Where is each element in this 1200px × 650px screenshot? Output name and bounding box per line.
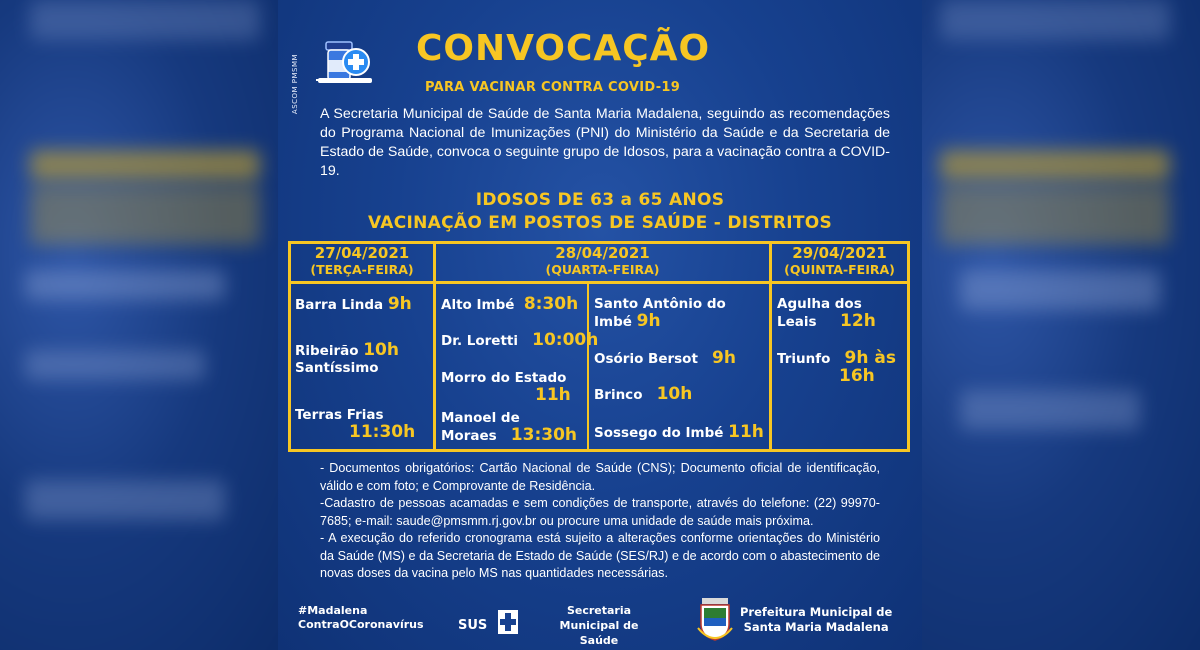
blurred-background-right <box>920 0 1200 650</box>
intro-paragraph: A Secretaria Municipal de Saúde de Santa Maria Madalena, seguindo as recomendações do Programa Nacional de Imunizações (PNI) do Ministério da Saúde e da Secretaria de Estado de Saúde, convoca o seguinte grupo de Idosos, para a vacinação contra a COVID-19. <box>320 106 890 179</box>
poster-card <box>278 0 922 650</box>
day-header-3: 29/04/2021 (QUINTA-FEIRA) <box>784 244 895 277</box>
list-item: Terras Frias 11:30h <box>295 407 416 442</box>
page-subtitle: PARA VACINAR CONTRA COVID-19 <box>425 80 681 95</box>
list-item: Brinco 10h <box>594 384 693 404</box>
notes-section <box>320 460 880 583</box>
day-header-1: 27/04/2021 (TERÇA-FEIRA) <box>310 244 414 277</box>
secretaria-label: Secretaria Municipal de Saúde <box>559 604 639 647</box>
target-group-heading: IDOSOS DE 63 a 65 ANOS <box>475 190 725 210</box>
list-item: Santo Antônio do Imbé 9h <box>594 296 726 331</box>
list-item: Dr. Loretti 10:00h <box>441 330 599 350</box>
prefeitura-label: Prefeitura Municipal de Santa Maria Madalena <box>740 605 893 634</box>
list-item: Barra Linda 9h <box>295 294 412 314</box>
note-registration: -Cadastro de pessoas acamadas e sem condições de transporte, através do telefone: (22) 99970-7685; e-mail: saude@pmsmm.rj.gov.br ou procure uma unidade de saúde mais próxima. <box>320 496 880 528</box>
blurred-background-left <box>0 0 280 650</box>
hashtag: #Madalena ContraOCoronavírus <box>298 604 424 631</box>
sus-logo-icon <box>458 608 520 636</box>
municipal-crest-icon <box>696 598 734 642</box>
list-item: Osório Bersot 9h <box>594 348 736 368</box>
credit-text: ASCOM PMSMM <box>291 53 299 115</box>
location-heading: VACINAÇÃO EM POSTOS DE SAÚDE - DISTRITOS <box>367 213 833 233</box>
list-item: Manoel de Moraes 13:30h <box>441 410 577 445</box>
list-item: Triunfo 9h às 16h <box>777 348 896 386</box>
list-item: Sossego do Imbé 11h <box>594 422 764 442</box>
schedule-table <box>288 241 910 452</box>
day-header-2: 28/04/2021 (QUARTA-FEIRA) <box>545 244 660 277</box>
list-item: Morro do Estado 11h <box>441 370 571 405</box>
page-title: CONVOCAÇÃO <box>416 28 711 69</box>
vaccine-vial-icon <box>316 38 376 90</box>
svg-text:SUS: SUS <box>458 618 488 633</box>
list-item: Alto Imbé 8:30h <box>441 294 579 314</box>
note-documents: - Documentos obrigatórios: Cartão Nacional de Saúde (CNS); Documento oficial de identificação, válido e com foto; e Comprovante de Residência. <box>320 461 880 493</box>
note-disclaimer: - A execução do referido cronograma está sujeito a alterações conforme orientações do Ministério da Saúde (MS) e da Secretaria de Estado de Saúde (SES/RJ) e de acordo com o abastecimento de novas doses da vacina pelo MS nas quantidades necessárias. <box>320 531 880 580</box>
list-item: Agulha dos Leais 12h <box>777 296 876 331</box>
list-item: Ribeirão 10h Santíssimo <box>295 340 399 376</box>
